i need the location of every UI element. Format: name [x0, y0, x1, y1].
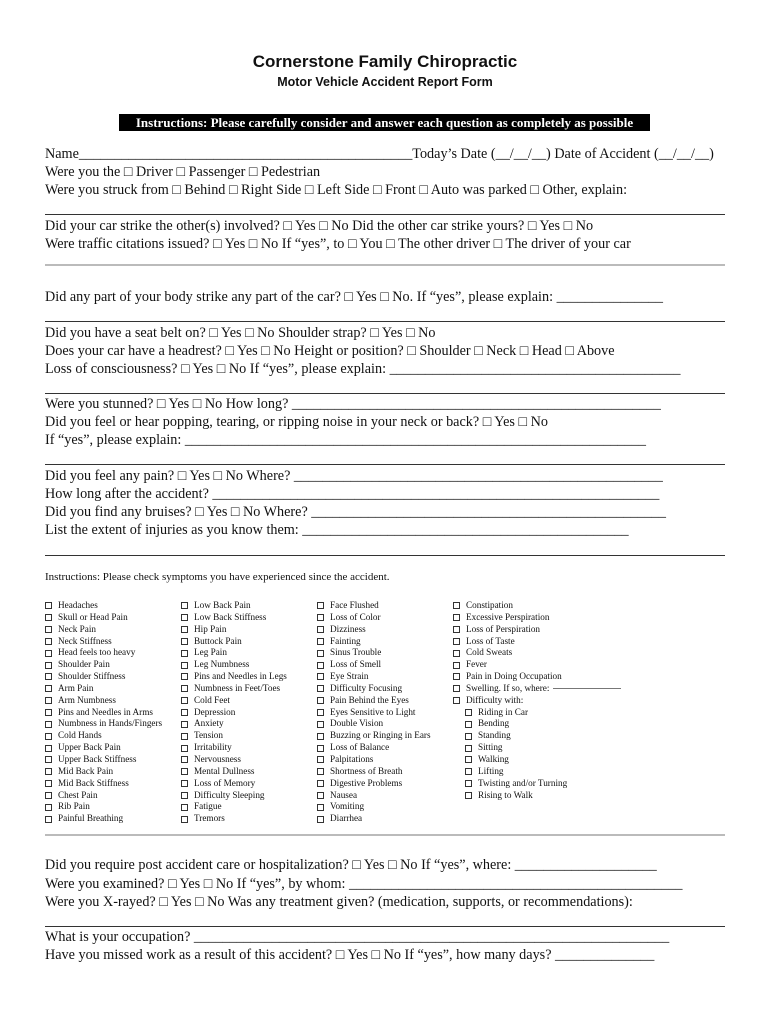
symptom-checkbox[interactable]: Nervousness: [181, 754, 287, 766]
checkbox-icon[interactable]: [181, 733, 188, 740]
checkbox-icon[interactable]: [181, 626, 188, 633]
checkbox-icon[interactable]: [181, 685, 188, 692]
checkbox-icon[interactable]: [317, 733, 324, 740]
symptom-checkbox[interactable]: Sinus Trouble: [317, 647, 431, 659]
checkbox-icon[interactable]: [45, 673, 52, 680]
checkbox-icon[interactable]: [317, 745, 324, 752]
symptom-column-3: [317, 600, 431, 825]
symptom-checkbox[interactable]: Cold Sweats: [453, 647, 621, 659]
symptom-checkbox[interactable]: Hip Pain: [181, 624, 287, 636]
symptom-checkbox[interactable]: Headaches: [45, 600, 162, 612]
checkbox-icon[interactable]: [45, 602, 52, 609]
checkbox-icon[interactable]: [453, 602, 460, 609]
symptom-checkbox[interactable]: Low Back Stiffness: [181, 612, 287, 624]
pain-line[interactable]: Did you feel any pain? □ Yes □ No Where? ____________________________________________________: [45, 468, 663, 484]
checkbox-icon[interactable]: [453, 673, 460, 680]
checkbox-icon[interactable]: [181, 780, 188, 787]
body-strike-line[interactable]: Did any part of your body strike any part of the car? □ Yes □ No. If “yes”, please explain: _______________: [45, 289, 663, 305]
checkbox-icon[interactable]: [317, 816, 324, 823]
seat-belt-line[interactable]: Did you have a seat belt on? □ Yes □ No Shoulder strap? □ Yes □ No: [45, 325, 436, 341]
symptom-checkbox[interactable]: Pain in Doing Occupation: [453, 671, 621, 683]
symptom-checkbox[interactable]: Painful Breathing: [45, 813, 162, 825]
checkbox-icon[interactable]: [453, 662, 460, 669]
page-title: Cornerstone Family Chiropractic: [252, 52, 518, 71]
checkbox-icon[interactable]: [181, 614, 188, 621]
symptom-checkbox[interactable]: Buttock Pain: [181, 636, 287, 648]
checkbox-icon[interactable]: [45, 745, 52, 752]
symptom-checkbox[interactable]: Arm Pain: [45, 683, 162, 695]
checkbox-icon[interactable]: [465, 756, 472, 763]
difficulty-checkbox[interactable]: Walking: [453, 754, 621, 766]
difficulty-checkbox[interactable]: Standing: [453, 730, 621, 742]
symptom-column-4: [453, 600, 621, 801]
struck-from-line[interactable]: Were you struck from □ Behind □ Right Side □ Left Side □ Front □ Auto was parked □ Other, explain:: [45, 182, 628, 198]
checkbox-icon[interactable]: [45, 733, 52, 740]
symptom-checkbox[interactable]: Head feels too heavy: [45, 647, 162, 659]
missed-work-line[interactable]: Have you missed work as a result of this accident? □ Yes □ No If “yes”, how many days? ______________: [45, 947, 655, 963]
difficulty-checkbox[interactable]: Sitting: [453, 742, 621, 754]
symptom-column-1: [45, 600, 162, 825]
checkbox-icon[interactable]: [453, 614, 460, 621]
symptom-checkbox[interactable]: Mid Back Stiffness: [45, 778, 162, 790]
checkbox-icon[interactable]: [181, 721, 188, 728]
checkbox-icon[interactable]: [45, 650, 52, 657]
consciousness-line[interactable]: Loss of consciousness? □ Yes □ No If “yes”, please explain: _________________________________________: [45, 361, 681, 377]
symptom-checkbox[interactable]: Fever: [453, 659, 621, 671]
symptom-checkbox[interactable]: Loss of Color: [317, 612, 431, 624]
checkbox-icon[interactable]: [181, 650, 188, 657]
checkbox-icon[interactable]: [465, 780, 472, 787]
symptom-column-2: [181, 600, 287, 825]
treatment-blank[interactable]: [45, 926, 725, 927]
role-line[interactable]: Were you the □ Driver □ Passenger □ Pedestrian: [45, 164, 321, 180]
checkbox-icon[interactable]: [317, 697, 324, 704]
symptom-checkbox[interactable]: Loss of Balance: [317, 742, 431, 754]
symptom-checkbox[interactable]: Cold Feet: [181, 695, 287, 707]
checkbox-icon[interactable]: [45, 662, 52, 669]
symptom-checkbox[interactable]: Fainting: [317, 636, 431, 648]
headrest-line[interactable]: Does your car have a headrest? □ Yes □ No Height or position? □ Shoulder □ Neck □ Head □ Above: [45, 343, 615, 359]
symptom-checkbox[interactable]: Loss of Smell: [317, 659, 431, 671]
checkbox-icon[interactable]: [317, 792, 324, 799]
noise-line[interactable]: Did you feel or hear popping, tearing, or ripping noise in your neck or back? □ Yes □ No: [45, 414, 548, 430]
difficulty-checkbox[interactable]: Riding in Car: [453, 707, 621, 719]
symptom-checkbox[interactable]: Loss of Perspiration: [453, 624, 621, 636]
symptom-checkbox[interactable]: Upper Back Pain: [45, 742, 162, 754]
explain-blank[interactable]: [45, 214, 725, 215]
checkbox-icon[interactable]: [465, 709, 472, 716]
difficulty-checkbox[interactable]: Twisting and/or Turning: [453, 778, 621, 790]
symptom-checkbox[interactable]: Skull or Head Pain: [45, 612, 162, 624]
symptom-checkbox[interactable]: Digestive Problems: [317, 778, 431, 790]
checkbox-icon[interactable]: [181, 662, 188, 669]
checkbox-icon[interactable]: [465, 721, 472, 728]
checkbox-icon[interactable]: [317, 673, 324, 680]
symptom-checkbox[interactable]: Eye Strain: [317, 671, 431, 683]
pain-time-line[interactable]: How long after the accident? _______________________________________________________________: [45, 486, 660, 502]
checkbox-icon[interactable]: [317, 662, 324, 669]
hospitalization-line[interactable]: Did you require post accident care or hospitalization? □ Yes □ No If “yes”, where: ____________________: [45, 857, 657, 873]
checkbox-icon[interactable]: [45, 721, 52, 728]
checkbox-icon[interactable]: [465, 733, 472, 740]
stunned-line[interactable]: Were you stunned? □ Yes □ No How long? ____________________________________________________: [45, 396, 661, 412]
checkbox-icon[interactable]: [317, 626, 324, 633]
symptoms-instructions: Instructions: Please check symptoms you have experienced since the accident.: [45, 571, 390, 583]
checkbox-icon[interactable]: [317, 602, 324, 609]
checkbox-icon[interactable]: [465, 768, 472, 775]
checkbox-icon[interactable]: [317, 685, 324, 692]
symptom-checkbox[interactable]: Tension: [181, 730, 287, 742]
checkbox-icon[interactable]: [317, 756, 324, 763]
checkbox-icon[interactable]: [45, 780, 52, 787]
bruises-line[interactable]: Did you find any bruises? □ Yes □ No Where? __________________________________________________: [45, 504, 666, 520]
symptom-checkbox[interactable]: Loss of Taste: [453, 636, 621, 648]
checkbox-icon[interactable]: [181, 602, 188, 609]
symptom-checkbox[interactable]: Constipation: [453, 600, 621, 612]
symptom-checkbox[interactable]: Pins and Needles in Legs: [181, 671, 287, 683]
checkbox-icon[interactable]: [45, 614, 52, 621]
checkbox-icon[interactable]: [317, 650, 324, 657]
checkbox-icon[interactable]: [181, 673, 188, 680]
symptom-checkbox[interactable]: Irritability: [181, 742, 287, 754]
checkbox-icon[interactable]: [45, 638, 52, 645]
checkbox-icon[interactable]: [45, 756, 52, 763]
checkbox-icon[interactable]: [317, 709, 324, 716]
symptom-checkbox[interactable]: Loss of Memory: [181, 778, 287, 790]
checkbox-icon[interactable]: [453, 685, 460, 692]
symptom-checkbox[interactable]: Low Back Pain: [181, 600, 287, 612]
symptom-checkbox[interactable]: Neck Stiffness: [45, 636, 162, 648]
symptom-checkbox[interactable]: Palpitations: [317, 754, 431, 766]
checkbox-icon[interactable]: [317, 768, 324, 775]
explain-blank[interactable]: [45, 321, 725, 322]
checkbox-icon[interactable]: [181, 804, 188, 811]
symptom-checkbox[interactable]: Numbness in Feet/Toes: [181, 683, 287, 695]
symptom-checkbox[interactable]: Double Vision: [317, 718, 431, 730]
difficulty-checkbox[interactable]: Rising to Walk: [453, 790, 621, 802]
symptom-checkbox[interactable]: Shortness of Breath: [317, 766, 431, 778]
checkbox-icon[interactable]: [181, 638, 188, 645]
checkbox-icon[interactable]: [317, 721, 324, 728]
symptom-checkbox[interactable]: Arm Numbness: [45, 695, 162, 707]
checkbox-icon[interactable]: [317, 614, 324, 621]
xray-line[interactable]: Were you X-rayed? □ Yes □ No Was any treatment given? (medication, supports, or recommendations):: [45, 894, 633, 910]
symptom-checkbox[interactable]: Difficulty Focusing: [317, 683, 431, 695]
symptom-checkbox[interactable]: Upper Back Stiffness: [45, 754, 162, 766]
checkbox-icon[interactable]: [45, 816, 52, 823]
symptom-checkbox[interactable]: Fatigue: [181, 801, 287, 813]
swelling-location-field[interactable]: [553, 688, 621, 689]
checkbox-icon[interactable]: [181, 792, 188, 799]
symptom-checkbox[interactable]: Cold Hands: [45, 730, 162, 742]
symptom-checkbox[interactable]: Excessive Perspiration: [453, 612, 621, 624]
symptom-checkbox[interactable]: Pain Behind the Eyes: [317, 695, 431, 707]
difficulty-checkbox[interactable]: Bending: [453, 718, 621, 730]
symptom-checkbox[interactable]: Face Flushed: [317, 600, 431, 612]
occupation-line[interactable]: What is your occupation? ___________________________________________________________________: [45, 929, 670, 945]
explain-blank[interactable]: [45, 393, 725, 394]
name-date-line[interactable]: Name_______________________________________________Today’s Date (__/__/__) Date of Accident (__/__/__): [45, 146, 714, 162]
symptom-checkbox[interactable]: Pins and Needles in Arms: [45, 707, 162, 719]
checkbox-icon[interactable]: [181, 816, 188, 823]
checkbox-icon[interactable]: [45, 626, 52, 633]
checkbox-icon[interactable]: [45, 709, 52, 716]
checkbox-icon[interactable]: [453, 650, 460, 657]
checkbox-icon[interactable]: [45, 697, 52, 704]
symptom-checkbox[interactable]: Difficulty with:: [453, 695, 621, 707]
symptom-checkbox[interactable]: Rib Pain: [45, 801, 162, 813]
symptom-checkbox[interactable]: Swelling. If so, where:: [453, 683, 621, 695]
symptom-checkbox[interactable]: Dizziness: [317, 624, 431, 636]
checkbox-icon[interactable]: [453, 626, 460, 633]
injuries-line[interactable]: List the extent of injuries as you know them: ______________________________________________: [45, 522, 629, 538]
section-divider: [45, 264, 725, 266]
form-subtitle: Motor Vehicle Accident Report Form: [277, 75, 493, 89]
checkbox-icon[interactable]: [181, 709, 188, 716]
symptom-checkbox[interactable]: Shoulder Pain: [45, 659, 162, 671]
symptom-checkbox[interactable]: Leg Pain: [181, 647, 287, 659]
checkbox-icon[interactable]: [45, 768, 52, 775]
instructions-banner: Instructions: Please carefully consider and answer each question as completely as possible: [119, 114, 650, 131]
symptom-checkbox[interactable]: Chest Pain: [45, 790, 162, 802]
noise-explain-line[interactable]: If “yes”, please explain: _________________________________________________________________: [45, 432, 646, 448]
symptom-checkbox[interactable]: Shoulder Stiffness: [45, 671, 162, 683]
checkbox-icon[interactable]: [465, 792, 472, 799]
symptom-checkbox[interactable]: Nausea: [317, 790, 431, 802]
symptom-checkbox[interactable]: Leg Numbness: [181, 659, 287, 671]
checkbox-icon[interactable]: [181, 756, 188, 763]
checkbox-icon[interactable]: [181, 768, 188, 775]
checkbox-icon[interactable]: [45, 792, 52, 799]
explain-blank[interactable]: [45, 464, 725, 465]
symptom-checkbox[interactable]: Buzzing or Ringing in Ears: [317, 730, 431, 742]
symptom-checkbox[interactable]: Mental Dullness: [181, 766, 287, 778]
symptom-checkbox[interactable]: Diarrhea: [317, 813, 431, 825]
examined-line[interactable]: Were you examined? □ Yes □ No If “yes”, by whom: _______________________________________________: [45, 876, 683, 892]
checkbox-icon[interactable]: [317, 804, 324, 811]
section-divider: [45, 834, 725, 836]
checkbox-icon[interactable]: [465, 745, 472, 752]
difficulty-checkbox[interactable]: Lifting: [453, 766, 621, 778]
symptom-checkbox[interactable]: Tremors: [181, 813, 287, 825]
checkbox-icon[interactable]: [453, 638, 460, 645]
symptom-checkbox[interactable]: Anxiety: [181, 718, 287, 730]
symptom-checkbox[interactable]: Vomiting: [317, 801, 431, 813]
citations-line[interactable]: Were traffic citations issued? □ Yes □ No If “yes”, to □ You □ The other driver □ The driver of your car: [45, 236, 631, 252]
checkbox-icon[interactable]: [317, 780, 324, 787]
checkbox-icon[interactable]: [45, 685, 52, 692]
strike-line[interactable]: Did your car strike the other(s) involved? □ Yes □ No Did the other car strike yours? □ Yes □ No: [45, 218, 594, 234]
checkbox-icon[interactable]: [181, 697, 188, 704]
injuries-blank[interactable]: [45, 555, 725, 556]
symptom-checkbox[interactable]: Neck Pain: [45, 624, 162, 636]
symptom-checkbox[interactable]: Eyes Sensitive to Light: [317, 707, 431, 719]
symptom-checkbox[interactable]: Numbness in Hands/Fingers: [45, 718, 162, 730]
checkbox-icon[interactable]: [181, 745, 188, 752]
symptom-checkbox[interactable]: Mid Back Pain: [45, 766, 162, 778]
checkbox-icon[interactable]: [453, 697, 460, 704]
symptom-checkbox[interactable]: Depression: [181, 707, 287, 719]
checkbox-icon[interactable]: [317, 638, 324, 645]
checkbox-icon[interactable]: [45, 804, 52, 811]
symptom-checkbox[interactable]: Difficulty Sleeping: [181, 790, 287, 802]
